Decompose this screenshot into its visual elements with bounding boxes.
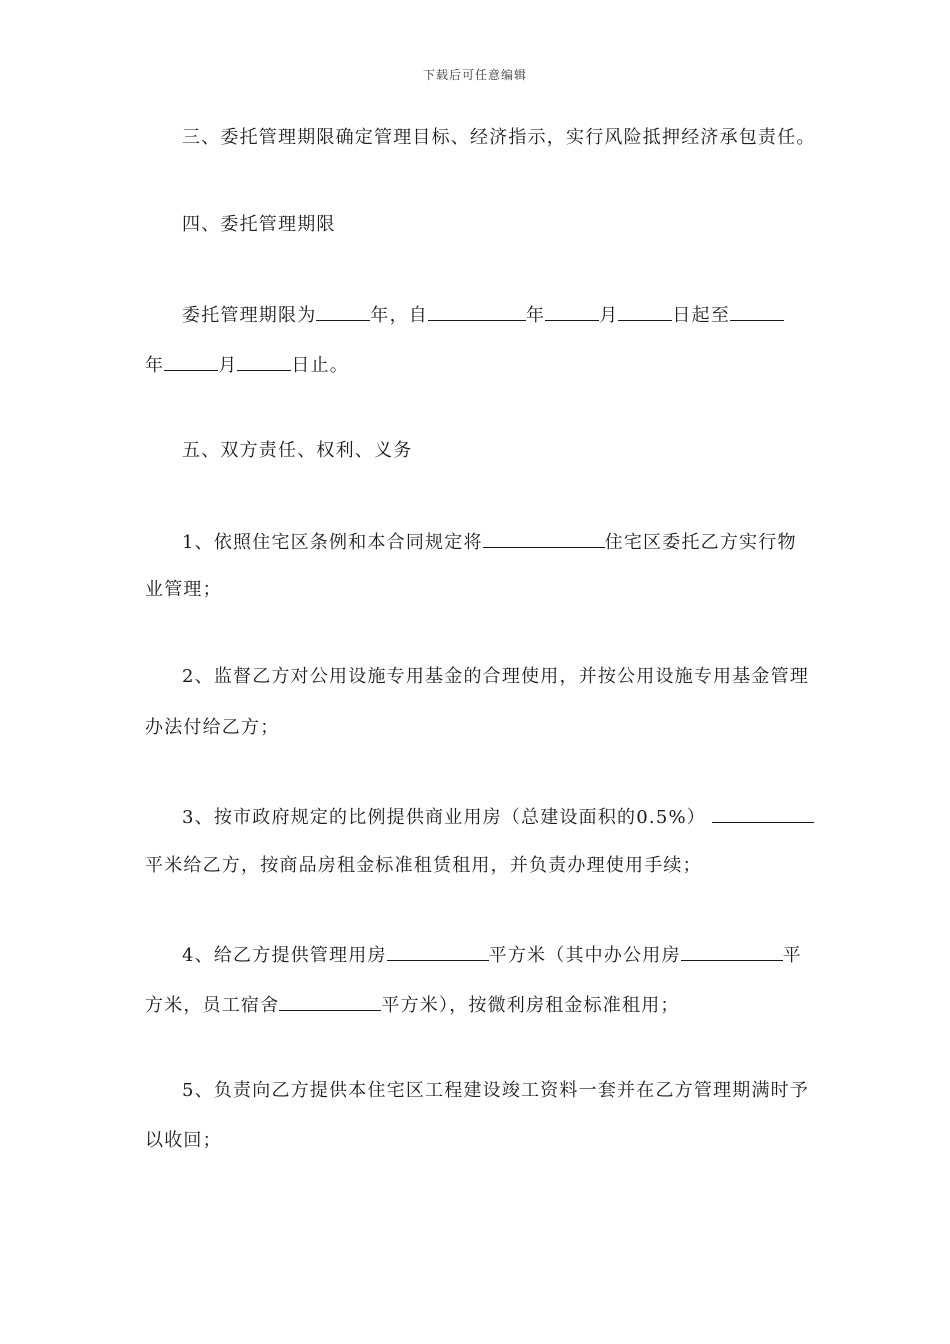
section-five-heading: 五、双方责任、权利、义务 <box>182 440 413 461</box>
term-text-3: 年 <box>526 305 546 326</box>
item-5-line-2: 以收回； <box>145 1130 222 1151</box>
commercial-area-blank[interactable] <box>712 804 814 823</box>
item-3-line-1 <box>182 804 814 829</box>
office-area-blank[interactable] <box>681 942 783 961</box>
item-1-line-1 <box>182 529 797 554</box>
years-blank[interactable] <box>316 302 370 321</box>
item-3-text-a: 3、按市政府规定的比例提供商业用房（总建设面积的0.5%） <box>182 807 706 828</box>
start-month-blank[interactable] <box>545 302 599 321</box>
item-4-text-b: 平方米（其中办公用房 <box>488 945 681 966</box>
item-2-line-1: 2、监督乙方对公用设施专用基金的合理使用，并按公用设施专用基金管理 <box>182 666 810 687</box>
start-year-blank[interactable] <box>428 302 526 321</box>
item-4-text-c: 平 <box>782 945 802 966</box>
term-text-4: 月 <box>599 305 619 326</box>
item-1-text-a: 1、依照住宅区条例和本合同规定将 <box>182 532 483 553</box>
management-area-blank[interactable] <box>387 942 489 961</box>
term-text-5: 日起至 <box>672 305 731 326</box>
section-four-heading: 四、委托管理期限 <box>182 214 336 235</box>
term-text-1: 委托管理期限为 <box>182 305 317 326</box>
community-name-blank[interactable] <box>483 529 605 548</box>
term-text-6: 年 <box>145 355 165 376</box>
item-4-line-2 <box>145 992 680 1017</box>
end-month-blank[interactable] <box>164 352 218 371</box>
term-text-2: 年，自 <box>370 305 429 326</box>
start-day-blank[interactable] <box>618 302 672 321</box>
term-line-1 <box>182 302 784 327</box>
end-day-blank[interactable] <box>237 352 291 371</box>
term-text-8: 日止。 <box>291 355 350 376</box>
item-1-line-2: 业管理； <box>145 579 222 600</box>
page-header: 下载后可任意编辑 <box>422 68 527 82</box>
term-text-7: 月 <box>218 355 238 376</box>
term-line-2 <box>145 352 349 377</box>
item-3-line-2: 平米给乙方，按商品房租金标准租赁租用，并负责办理使用手续； <box>145 855 702 876</box>
item-1-text-b: 住宅区委托乙方实行物 <box>604 532 797 553</box>
item-5-line-1: 5、负责向乙方提供本住宅区工程建设竣工资料一套并在乙方管理期满时予 <box>182 1080 810 1101</box>
dormitory-area-blank[interactable] <box>279 992 381 1011</box>
item-2-line-2: 办法付给乙方； <box>145 717 280 738</box>
item-4-text-d: 方米，员工宿舍 <box>145 995 280 1016</box>
section-three-text: 三、委托管理期限确定管理目标、经济指示，实行风险抵押经济承包责任。 <box>182 127 816 148</box>
end-year-blank[interactable] <box>730 302 784 321</box>
item-4-text-a: 4、给乙方提供管理用房 <box>182 945 387 966</box>
item-4-text-e: 平方米），按微利房租金标准租用； <box>381 995 680 1016</box>
item-4-line-1 <box>182 942 802 967</box>
